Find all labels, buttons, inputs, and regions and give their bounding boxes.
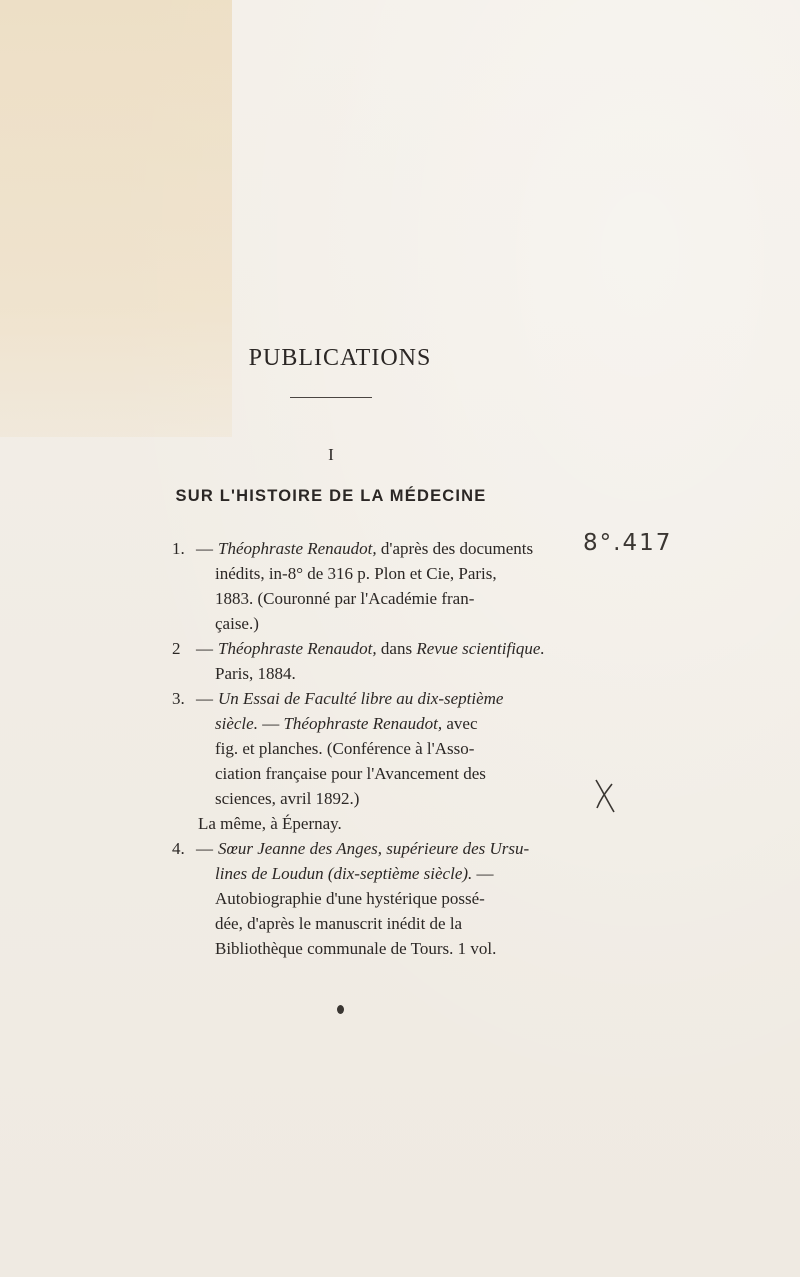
entry-title: Théophraste Renaudot, bbox=[218, 639, 377, 658]
entry-line: 1883. (Couronné par l'Académie fran- bbox=[215, 589, 475, 608]
entry-line: dée, d'après le manuscrit inédit de la bbox=[215, 914, 463, 933]
entry-line: çaise.) bbox=[215, 614, 259, 633]
entry-text: d'après des documents bbox=[376, 539, 534, 558]
heading-rule bbox=[290, 397, 372, 398]
section-title: SUR L'HISTOIRE DE LA MÉDECINE bbox=[175, 487, 487, 505]
entry-text: dans bbox=[376, 639, 417, 658]
handwritten-x-mark-icon bbox=[593, 778, 617, 814]
entry-number: 4. bbox=[172, 839, 185, 858]
entry-first-line bbox=[172, 836, 529, 861]
entry-dash: — bbox=[196, 689, 213, 708]
entry-title: Sœur Jeanne des Anges, supérieure des Ursu- bbox=[218, 839, 530, 858]
page-heading: PUBLICATIONS bbox=[248, 345, 432, 371]
entry-line: ciation française pour l'Avancement des bbox=[215, 764, 486, 783]
entry-dash: — bbox=[196, 539, 213, 558]
entry-dash: — bbox=[196, 839, 213, 858]
entry-number: 1. bbox=[172, 539, 185, 558]
entry-line: sciences, avril 1892.) bbox=[215, 789, 360, 808]
entry-title: Théophraste Renaudot, bbox=[218, 539, 377, 558]
entry-title-cont: lines de Loudun (dix-septième siècle). bbox=[215, 864, 473, 883]
entry-number: 3. bbox=[172, 689, 185, 708]
entry-line: inédits, in-8° de 316 p. Plon et Cie, Paris, bbox=[215, 564, 497, 583]
entry-first-line bbox=[172, 636, 545, 661]
publication-entry-3 bbox=[172, 686, 503, 836]
entry-first-line bbox=[172, 686, 503, 711]
publication-entry-4 bbox=[172, 836, 529, 961]
entry-title: Un Essai de Faculté libre au dix-septième bbox=[218, 689, 504, 708]
entry-number: 2 bbox=[172, 639, 181, 658]
entry-extra-line: La même, à Épernay. bbox=[198, 814, 342, 833]
entry-line: Bibliothèque communale de Tours. 1 vol. bbox=[215, 939, 497, 958]
entry-first-line bbox=[172, 536, 533, 561]
entry-title-cont: siècle. bbox=[215, 714, 258, 733]
handwritten-shelfmark: 8°.417 bbox=[583, 530, 673, 556]
entry-line: Paris, 1884. bbox=[215, 664, 296, 683]
entry-second-line bbox=[172, 711, 503, 736]
publication-entry-1 bbox=[172, 536, 533, 636]
section-number: I bbox=[328, 445, 334, 464]
entry-line: fig. et planches. (Conférence à l'Asso- bbox=[215, 739, 475, 758]
entry-second-line bbox=[172, 861, 529, 886]
entry-text: avec bbox=[442, 714, 478, 733]
entry-journal: Revue scientifique. bbox=[416, 639, 545, 658]
publication-entry-2 bbox=[172, 636, 545, 686]
entry-text: — bbox=[257, 714, 284, 733]
entry-line: Autobiographie d'une hystérique possé- bbox=[215, 889, 485, 908]
entry-subtitle: Théophraste Renaudot, bbox=[283, 714, 443, 733]
entry-text: — bbox=[472, 864, 494, 883]
entry-dash: — bbox=[196, 639, 213, 658]
ink-dot bbox=[337, 1005, 344, 1014]
